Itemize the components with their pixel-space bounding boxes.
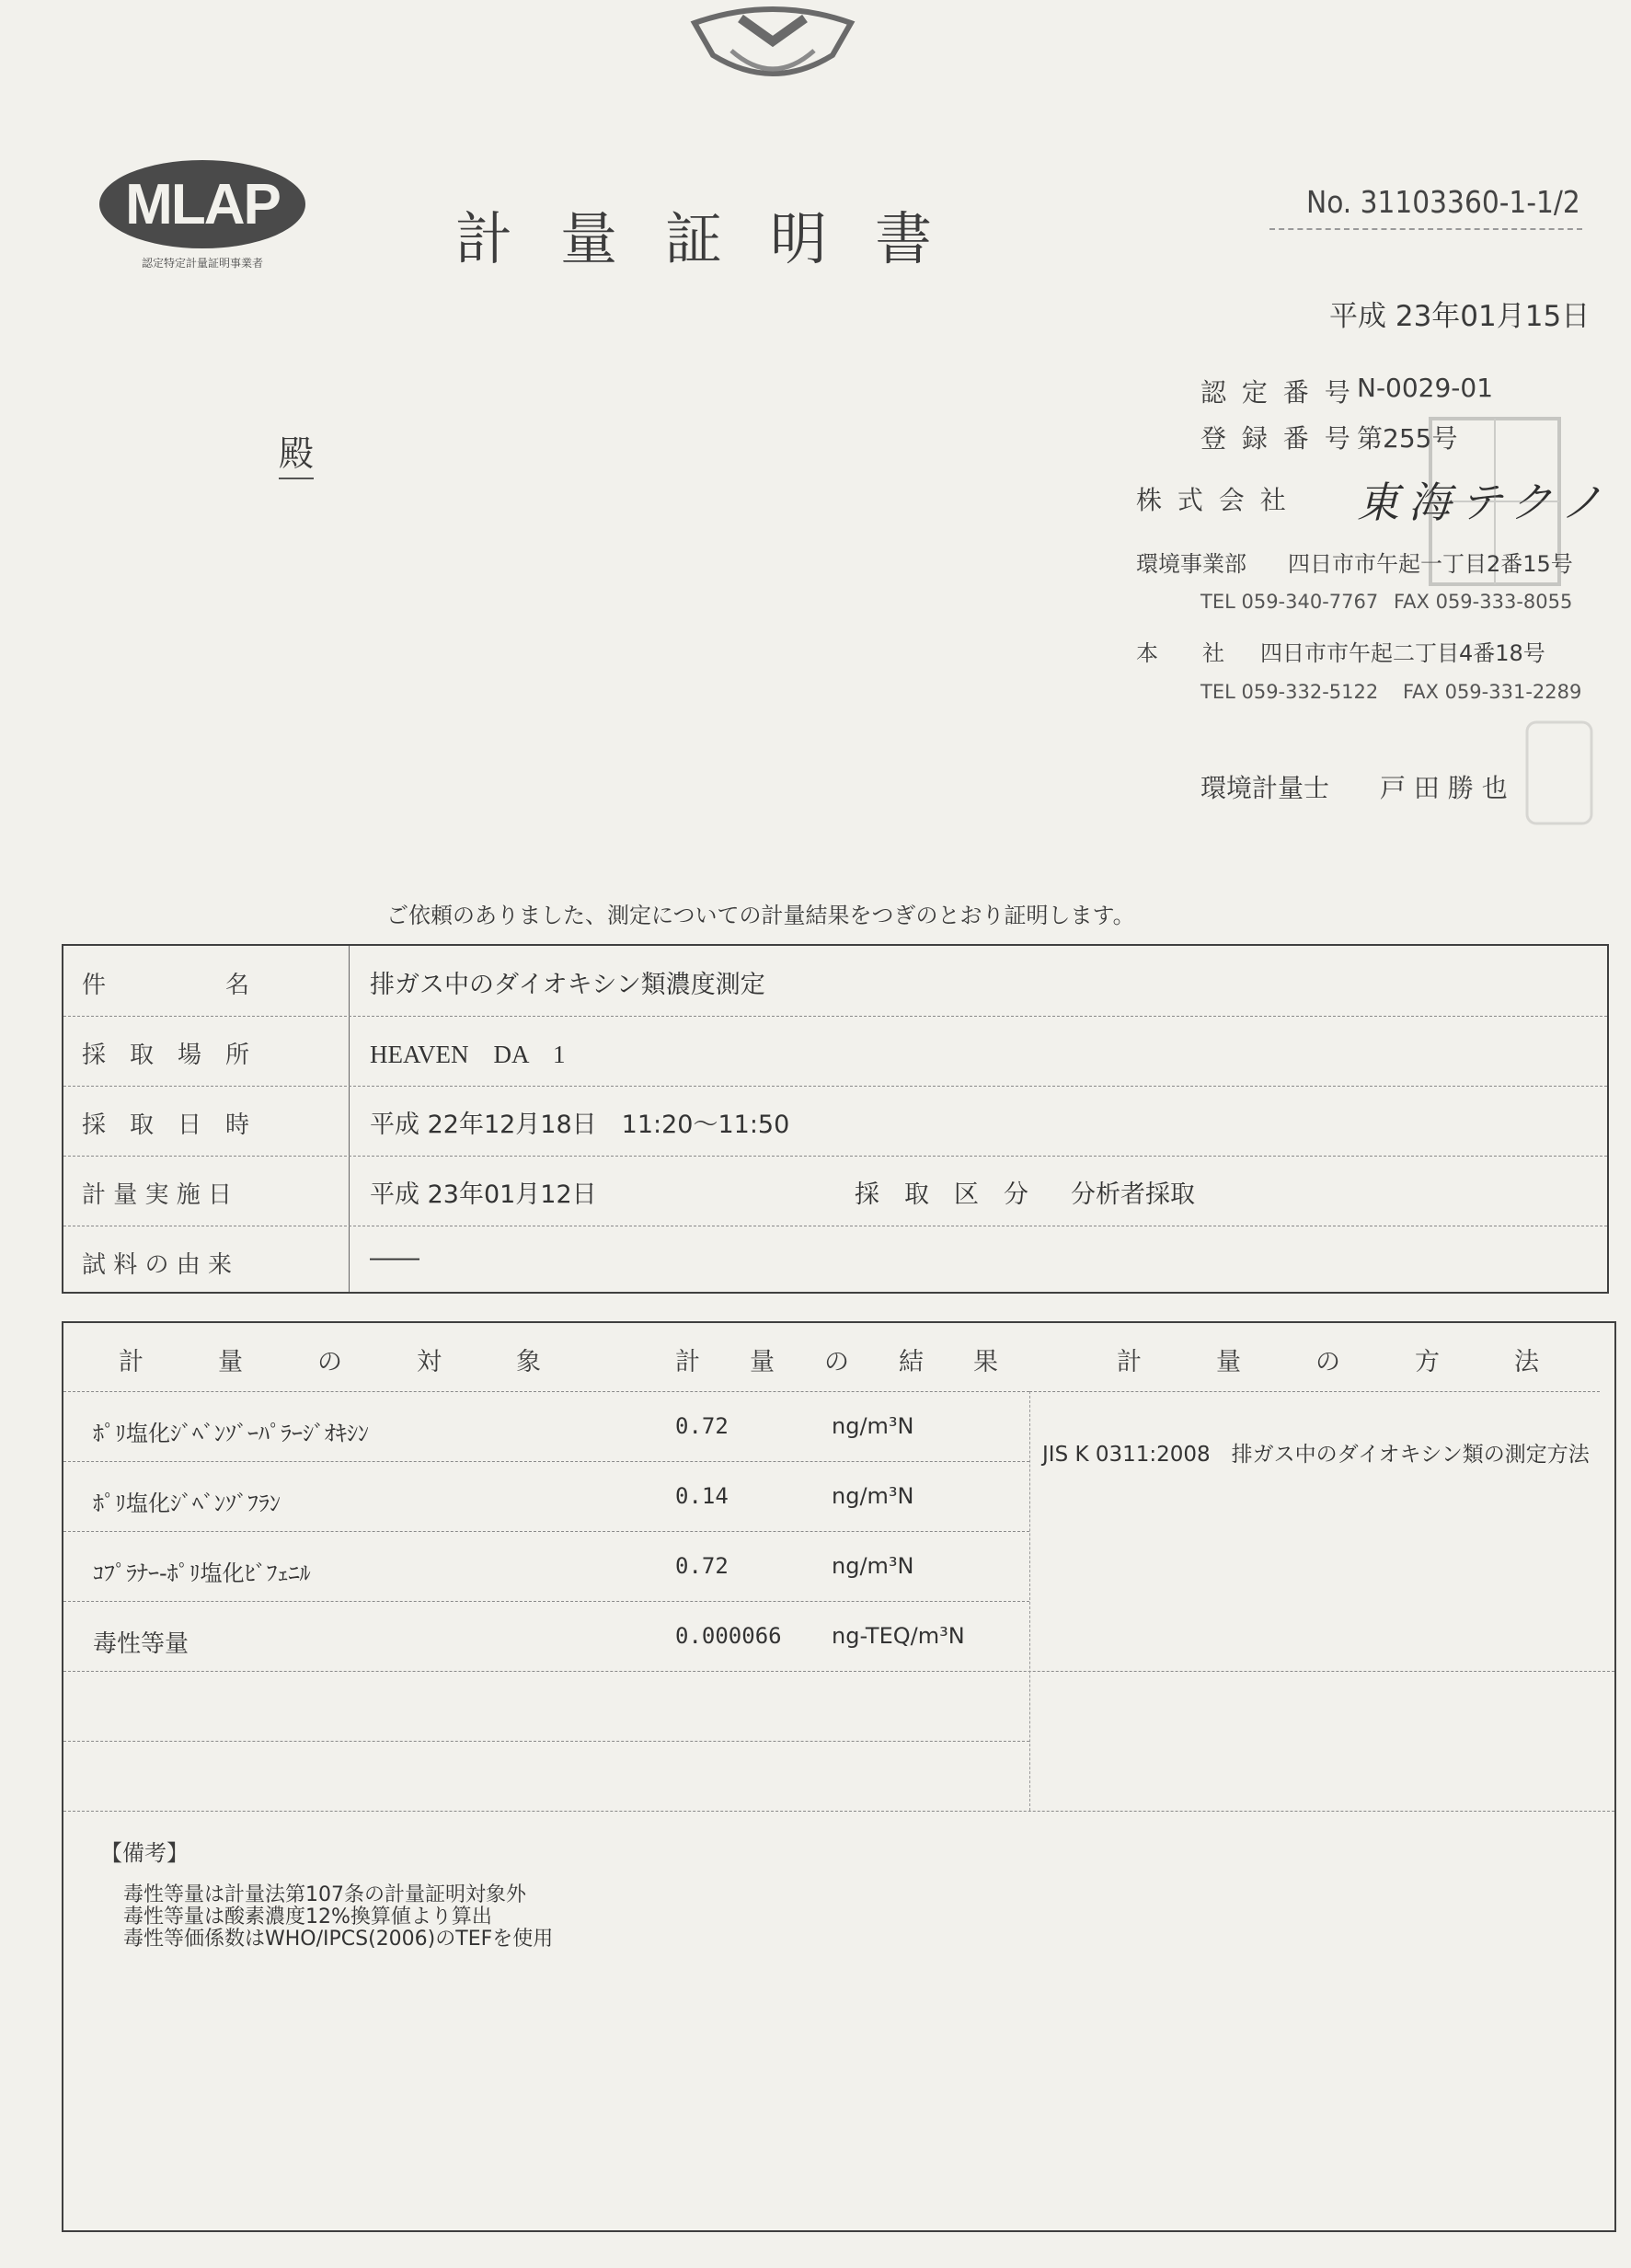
addressee-suffix: 殿 (279, 425, 314, 479)
mlap-logo-text: MLAP (125, 173, 280, 236)
measure-date-value: 平成 23年01月12日 (370, 1180, 597, 1209)
env-dept-tel: TEL 059-340-7767 (1200, 591, 1379, 613)
measurer-label: 環境計量士 (1200, 773, 1330, 803)
result-target: ﾎﾟﾘ塩化ｼﾞﾍﾞﾝｿﾞﾌﾗﾝ (93, 1491, 281, 1516)
page-title: 計量証明書 (455, 205, 981, 272)
row-divider (63, 1741, 1029, 1742)
issue-date: 平成 23年01月15日 (1329, 300, 1591, 333)
table-row (63, 1156, 1607, 1226)
company-name: 東海テクノ (1357, 478, 1613, 527)
emblem-mark (685, 0, 860, 101)
row-divider (63, 1391, 1029, 1392)
sampling-type-label: 採 取 区 分 (855, 1180, 1028, 1209)
measurer-seal (1522, 718, 1596, 828)
results-table (62, 1321, 1616, 2232)
datetime-label: 採 取 日 時 (82, 1111, 250, 1139)
env-dept-address: 四日市市午起一丁目2番15号 (1288, 551, 1573, 577)
result-target: ﾎﾟﾘ塩化ｼﾞﾍﾞﾝｿﾞｰﾊﾟﾗｰｼﾞｵｷｼﾝ (93, 1421, 369, 1446)
header-target: 計 量 の 対 象 (119, 1348, 541, 1376)
hq-fax: FAX 059-331-2289 (1403, 681, 1582, 703)
mlap-logo (92, 156, 313, 276)
details-table (62, 944, 1609, 1294)
result-unit: ng/m³N (832, 1553, 914, 1579)
column-divider (1029, 1391, 1030, 1811)
measure-date-label: 計 量 実 施 日 (82, 1181, 233, 1209)
row-divider (63, 1811, 1614, 1812)
doc-number-underline (1269, 228, 1582, 230)
datetime-value: 平成 22年12月18日 11:20～11:50 (370, 1111, 790, 1139)
header-result: 計 量 の 結 果 (675, 1348, 998, 1376)
result-unit: ng-TEQ/m³N (832, 1623, 965, 1649)
result-value: 0.72 (675, 1413, 729, 1439)
cert-number-value: N-0029-01 (1357, 373, 1494, 403)
remark-line: 毒性等価係数はWHO/IPCS(2006)のTEFを使用 (123, 1928, 554, 1951)
env-dept-label: 環境事業部 (1136, 551, 1246, 577)
mlap-logo-subtext: 認定特定計量証明事業者 (141, 257, 264, 270)
result-target: 毒性等量 (93, 1630, 190, 1658)
table-row (63, 1226, 1607, 1295)
row-divider (1029, 1391, 1600, 1392)
reg-number-label: 登 録 番 号 (1200, 423, 1354, 454)
hq-address: 四日市市午起二丁目4番18号 (1260, 640, 1545, 666)
company-prefix: 株 式 会 社 (1136, 485, 1290, 515)
origin-value: ―― (370, 1244, 419, 1272)
remark-line: 毒性等量は計量法第107条の計量証明対象外 (123, 1883, 526, 1906)
result-target: ｺﾌﾟﾗﾅｰ-ﾎﾟﾘ塩化ﾋﾞﾌｪﾆﾙ (93, 1560, 311, 1586)
table-row (63, 1016, 1607, 1087)
sampling-type-value: 分析者採取 (1071, 1180, 1195, 1209)
row-divider (63, 1601, 1029, 1602)
place-value: HEAVEN DA 1 (370, 1041, 566, 1068)
row-divider (63, 1531, 1029, 1532)
result-unit: ng/m³N (832, 1483, 914, 1509)
subject-label: 件 名 (82, 972, 250, 999)
measurement-method: JIS K 0311:2008 排ガス中のダイオキシン類の測定方法 (1042, 1443, 1590, 1467)
measurer-name: 戸 田 勝 也 (1380, 773, 1508, 803)
table-row (63, 946, 1607, 1017)
result-value: 0.000066 (675, 1623, 782, 1649)
reg-number-value: 第255号 (1357, 423, 1458, 454)
header-method: 計 量 の 方 法 (1117, 1348, 1539, 1376)
hq-tel: TEL 059-332-5122 (1200, 681, 1379, 703)
place-label: 採 取 場 所 (82, 1042, 250, 1069)
mlap-logo-graphic (92, 156, 313, 276)
row-divider (63, 1671, 1614, 1672)
table-row (63, 1086, 1607, 1157)
env-dept-fax: FAX 059-333-8055 (1394, 591, 1573, 613)
hq-label: 本 社 (1136, 640, 1224, 666)
result-unit: ng/m³N (832, 1413, 914, 1439)
result-value: 0.14 (675, 1483, 729, 1509)
row-divider (63, 1461, 1029, 1462)
origin-label: 試 料 の 由 来 (82, 1251, 233, 1279)
result-value: 0.72 (675, 1553, 729, 1579)
subject-value: 排ガス中のダイオキシン類濃度測定 (370, 971, 765, 999)
intro-text: ご依頼のありました、測定についての計量結果をつぎのとおり証明します。 (386, 903, 1135, 928)
remarks-label: 【備考】 (100, 1840, 189, 1866)
remark-line: 毒性等量は酸素濃度12%換算値より算出 (123, 1905, 492, 1928)
document-number: No. 31103360-1-1/2 (1306, 184, 1580, 220)
cert-number-label: 認 定 番 号 (1200, 377, 1354, 408)
